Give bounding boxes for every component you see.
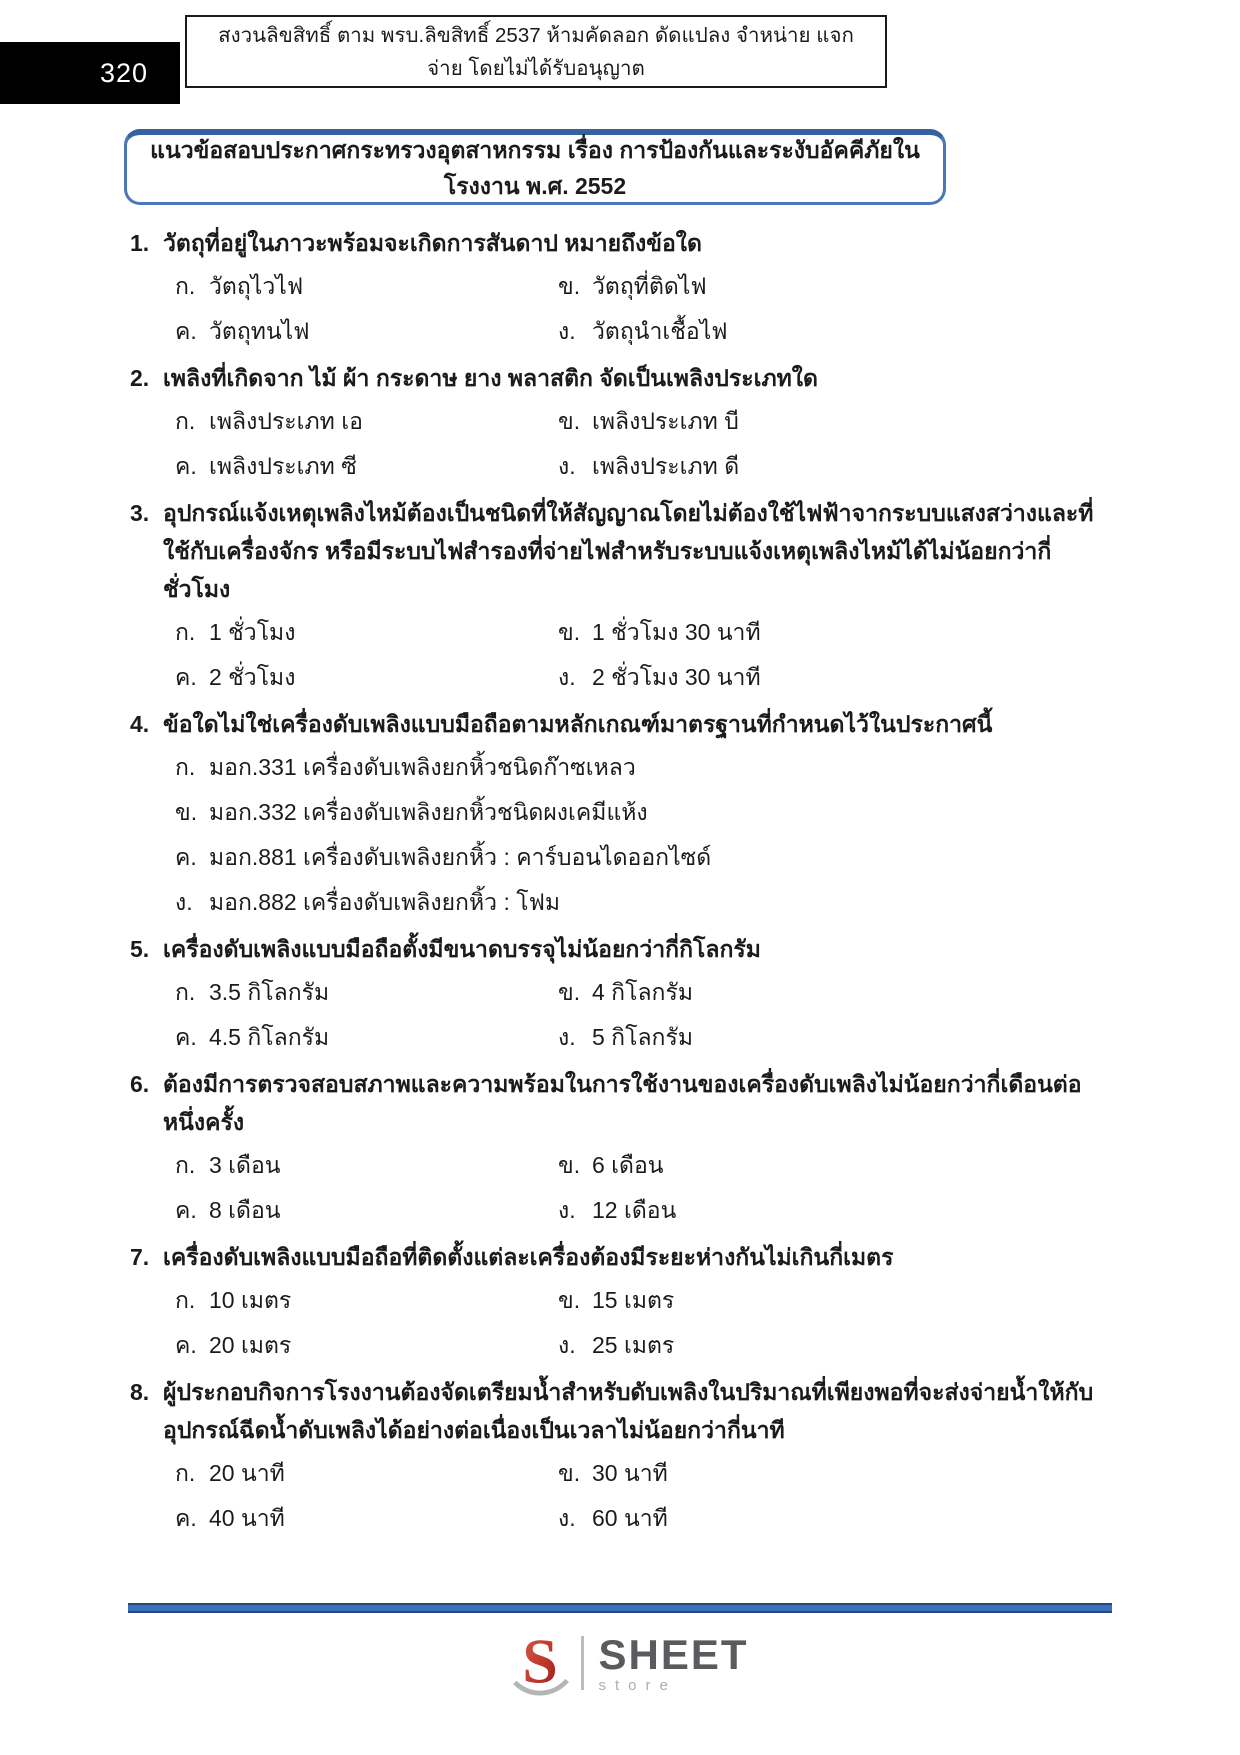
question-line: [130, 494, 1114, 608]
choice: [175, 1454, 558, 1492]
page-number-box: [0, 42, 180, 104]
choice-label: ข.: [558, 408, 581, 434]
choice-text: เพลิงประเภท ซี: [209, 453, 357, 479]
choice-text: 4.5 กิโลกรัม: [209, 1024, 330, 1050]
choice-label: ก.: [175, 1152, 196, 1178]
choice-label: ข.: [175, 799, 198, 825]
choice-text: มอก.881 เครื่องดับเพลิงยกหิ้ว : คาร์บอนไดออกไซด์: [209, 844, 712, 870]
choice: [558, 973, 1114, 1011]
question-number: 2.: [130, 365, 150, 391]
choice: [558, 1191, 1114, 1229]
question: [130, 224, 1114, 350]
question: [130, 359, 1114, 485]
question-text: เพลิงที่เกิดจาก ไม้ ผ้า กระดาษ ยาง พลาสติก จัดเป็นเพลิงประเภทใด: [163, 365, 818, 391]
choice-label: ง.: [558, 1332, 576, 1358]
choice: [558, 267, 1114, 305]
question-number: 3.: [130, 500, 150, 526]
choice-text: 5 กิโลกรัม: [592, 1024, 693, 1050]
choice-label: ง.: [175, 889, 193, 915]
choice-label: ข.: [558, 1287, 581, 1313]
choice: [175, 658, 558, 696]
choice-list: [130, 267, 1114, 350]
choice-label: ก.: [175, 754, 196, 780]
choice: [175, 447, 558, 485]
choice: [175, 613, 558, 651]
question-line: [130, 1065, 1114, 1141]
choice-text: มอก.332 เครื่องดับเพลิงยกหิ้วชนิดผงเคมีแห้ง: [209, 799, 648, 825]
choice: [558, 1146, 1114, 1184]
question: [130, 494, 1114, 696]
choice-list: [130, 1281, 1114, 1364]
choice-text: มอก.331 เครื่องดับเพลิงยกหิ้วชนิดก๊าซเหลว: [209, 754, 636, 780]
choice-list: [130, 1454, 1114, 1537]
choice-text: วัตถุทนไฟ: [209, 318, 310, 344]
choice: [175, 1326, 558, 1364]
choice-label: ก.: [175, 619, 196, 645]
choice-text: 1 ชั่วโมง: [209, 619, 296, 645]
choice-text: วัตถุไวไฟ: [209, 273, 304, 299]
logo-text: [598, 1630, 749, 1694]
sheet-store-logo: [0, 1626, 1240, 1700]
question-text: เครื่องดับเพลิงแบบมือถือที่ติดตั้งแต่ละเครื่องต้องมีระยะห่างกันไม่เกินกี่เมตร: [163, 1244, 894, 1270]
s-logo-icon: [509, 1626, 571, 1700]
choice-label: ก.: [175, 979, 196, 1005]
choice-text: วัตถุนำเชื้อไฟ: [592, 318, 728, 344]
question-line: [130, 1238, 1114, 1276]
choice: [175, 883, 1114, 921]
choice: [175, 312, 558, 350]
choice: [558, 1454, 1114, 1492]
choice: [175, 267, 558, 305]
question: [130, 1065, 1114, 1229]
choice-text: 3.5 กิโลกรัม: [209, 979, 330, 1005]
copyright-notice-box: [185, 15, 887, 88]
question: [130, 1373, 1114, 1537]
question-text: เครื่องดับเพลิงแบบมือถือตั้งมีขนาดบรรจุไม่น้อยกว่ากี่กิโลกรัม: [163, 936, 761, 962]
choice-label: ค.: [175, 664, 197, 690]
choice: [175, 1018, 558, 1056]
choice-label: ก.: [175, 1287, 196, 1313]
choice-label: ข.: [558, 1152, 581, 1178]
choice-text: 3 เดือน: [209, 1152, 281, 1178]
choice-label: ง.: [558, 318, 576, 344]
choice: [175, 1146, 558, 1184]
question-text: ข้อใดไม่ใช่เครื่องดับเพลิงแบบมือถือตามหลักเกณฑ์มาตรฐานที่กำหนดไว้ในประกาศนี้: [163, 711, 993, 737]
brand-subtitle: store: [598, 1676, 677, 1694]
question-number: 4.: [130, 711, 150, 737]
choice-text: 20 เมตร: [209, 1332, 292, 1358]
choice: [558, 1499, 1114, 1537]
choice: [175, 1499, 558, 1537]
choice-label: ค.: [175, 453, 197, 479]
choice-label: ข.: [558, 619, 581, 645]
choice: [175, 793, 1114, 831]
choice: [558, 1281, 1114, 1319]
question-text: ผู้ประกอบกิจการโรงงานต้องจัดเตรียมน้ำสำหรับดับเพลิงในปริมาณที่เพียงพอที่จะส่งจ่ายน้ำให้กับอุปกรณ์ฉีดน้ำดับเพลิงได้อย่างต่อเนื่องเป็นเวลาไม่น้อยกว่ากี่นาที: [163, 1379, 1094, 1443]
choice-text: วัตถุที่ติดไฟ: [592, 273, 707, 299]
question-text: ต้องมีการตรวจสอบสภาพและความพร้อมในการใช้งานของเครื่องดับเพลิงไม่น้อยกว่ากี่เดือนต่อหนึ่งครั้ง: [163, 1071, 1082, 1135]
question-number: 7.: [130, 1244, 150, 1270]
choice-list: [130, 402, 1114, 485]
choice-label: ค.: [175, 1197, 197, 1223]
choice: [175, 748, 1114, 786]
choice-text: 6 เดือน: [592, 1152, 664, 1178]
question-line: [130, 1373, 1114, 1449]
choice: [175, 838, 1114, 876]
choice: [175, 973, 558, 1011]
choice-label: ค.: [175, 1332, 197, 1358]
question-line: [130, 224, 1114, 262]
choice-label: ง.: [558, 453, 576, 479]
page-number: 320: [99, 57, 148, 88]
question-number: 1.: [130, 230, 150, 256]
choice-text: 15 เมตร: [592, 1287, 675, 1313]
question-line: [130, 359, 1114, 397]
choice-text: 2 ชั่วโมง: [209, 664, 296, 690]
svg-text:S: S: [522, 1626, 559, 1697]
choice-text: 4 กิโลกรัม: [592, 979, 693, 1005]
question-list: [130, 224, 1114, 1546]
choice-label: ง.: [558, 1024, 576, 1050]
choice-text: 30 นาที: [592, 1460, 668, 1486]
choice-text: 10 เมตร: [209, 1287, 292, 1313]
choice: [175, 1191, 558, 1229]
choice: [558, 402, 1114, 440]
question: [130, 1238, 1114, 1364]
question: [130, 930, 1114, 1056]
choice-label: ค.: [175, 1024, 197, 1050]
choice-list: [130, 613, 1114, 696]
choice-label: ก.: [175, 1460, 196, 1486]
choice-text: เพลิงประเภท ดี: [592, 453, 740, 479]
choice-list: [130, 748, 1114, 921]
choice: [175, 402, 558, 440]
choice-text: 25 เมตร: [592, 1332, 675, 1358]
choice-text: 1 ชั่วโมง 30 นาที: [592, 619, 761, 645]
choice-text: 8 เดือน: [209, 1197, 281, 1223]
choice-label: ค.: [175, 318, 197, 344]
choice-text: 12 เดือน: [592, 1197, 677, 1223]
choice-list: [130, 973, 1114, 1056]
choice: [558, 613, 1114, 651]
choice-text: เพลิงประเภท บี: [592, 408, 739, 434]
choice-text: 60 นาที: [592, 1505, 668, 1531]
choice: [558, 447, 1114, 485]
choice-text: 20 นาที: [209, 1460, 285, 1486]
choice: [558, 312, 1114, 350]
choice: [175, 1281, 558, 1319]
choice: [558, 658, 1114, 696]
choice-text: มอก.882 เครื่องดับเพลิงยกหิ้ว : โฟม: [209, 889, 561, 915]
choice: [558, 1018, 1114, 1056]
choice-label: ข.: [558, 1460, 581, 1486]
question-line: [130, 930, 1114, 968]
question: [130, 705, 1114, 921]
choice-label: ง.: [558, 1197, 576, 1223]
question-line: [130, 705, 1114, 743]
brand-name: SHEET: [598, 1630, 749, 1678]
choice-text: 2 ชั่วโมง 30 นาที: [592, 664, 761, 690]
choice-label: ก.: [175, 408, 196, 434]
copyright-text: สงวนลิขสิทธิ์ ตาม พรบ.ลิขสิทธิ์ 2537 ห้ามคัดลอก ดัดแปลง จำหน่าย แจกจ่าย โดยไม่ได้รับอนุญาต: [218, 23, 854, 80]
choice-text: 40 นาที: [209, 1505, 285, 1531]
choice-label: ค.: [175, 844, 197, 870]
question-number: 6.: [130, 1071, 150, 1097]
choice-label: ก.: [175, 273, 196, 299]
choice: [558, 1326, 1114, 1364]
choice-label: ข.: [558, 273, 581, 299]
choice-list: [130, 1146, 1114, 1229]
question-number: 5.: [130, 936, 150, 962]
question-text: วัตถุที่อยู่ในภาวะพร้อมจะเกิดการสันดาป หมายถึงข้อใด: [163, 230, 702, 256]
question-number: 8.: [130, 1379, 150, 1405]
exam-title: แนวข้อสอบประกาศกระทรวงอุตสาหกรรม เรื่อง การป้องกันและระงับอัคคีภัยในโรงงาน พ.ศ. 2552: [150, 136, 920, 199]
choice-label: ข.: [558, 979, 581, 1005]
choice-label: ง.: [558, 664, 576, 690]
footer-divider-rule: [128, 1603, 1112, 1613]
choice-text: เพลิงประเภท เอ: [209, 408, 363, 434]
choice-label: ค.: [175, 1505, 197, 1531]
question-text: อุปกรณ์แจ้งเหตุเพลิงไหม้ต้องเป็นชนิดที่ให้สัญญาณโดยไม่ต้องใช้ไฟฟ้าจากระบบแสงสว่างและที่ใช้กับเครื่องจักร หรือมีระบบไฟสำรองที่จ่ายไฟสำหรับระบบแจ้งเหตุเพลิงไหม้ได้ไม่น้อยกว่ากี่ชั่วโมง: [163, 500, 1094, 602]
exam-title-box: [124, 129, 946, 205]
logo-divider: [581, 1636, 584, 1690]
choice-label: ง.: [558, 1505, 576, 1531]
